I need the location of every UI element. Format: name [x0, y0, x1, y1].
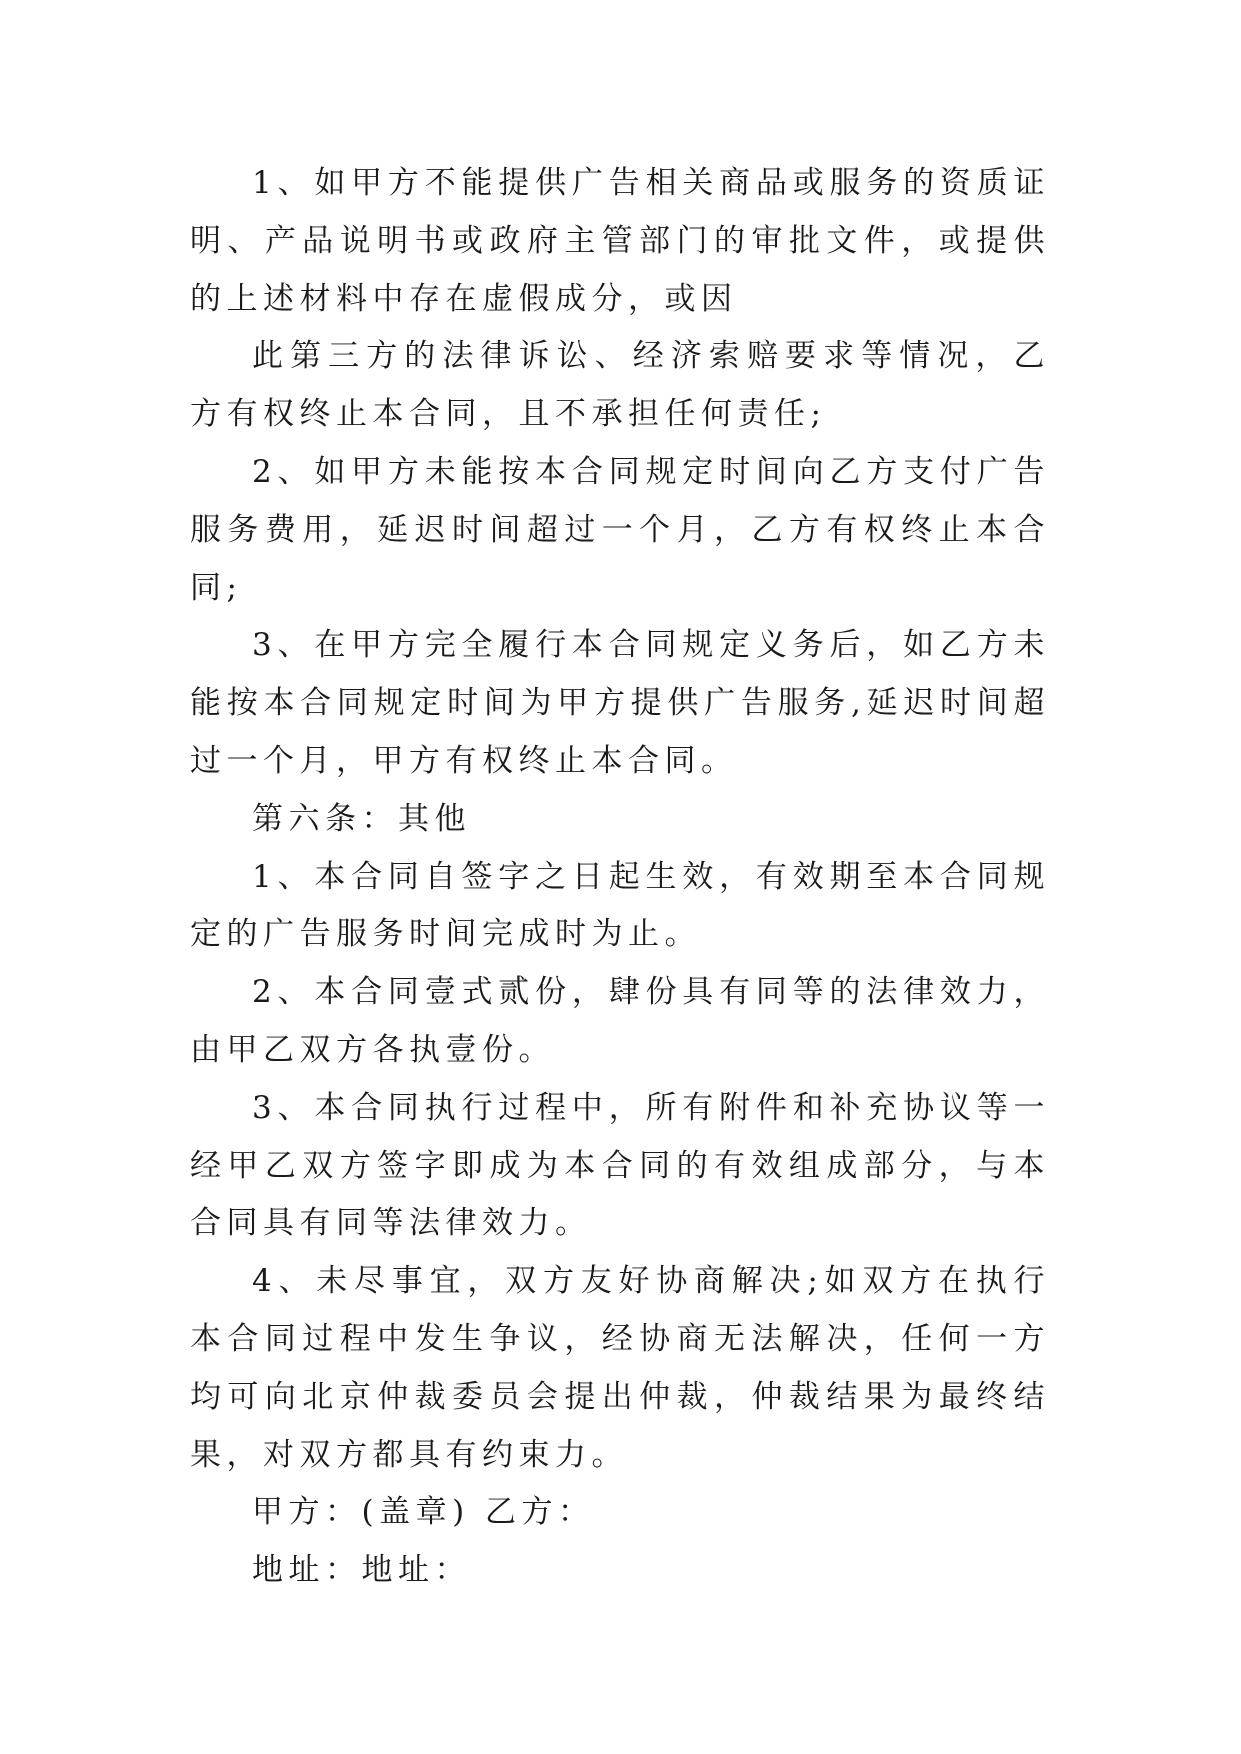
clause-5-3: 3、在甲方完全履行本合同规定义务后，如乙方未能按本合同规定时间为甲方提供广告服务,延迟时间超过一个月，甲方有权终止本合同。 [190, 627, 1050, 779]
clause-6-3: 3、本合同执行过程中，所有附件和补充协议等一经甲乙双方签字即成为本合同的有效组成部分，与本合同具有同等法律效力。 [190, 1089, 1050, 1242]
clause-5-2: 2、如甲方未能按本合同规定时间向乙方支付广告服务费用，延迟时间超过一个月，乙方有权终止本合同; [190, 453, 1050, 606]
address-line: 地址：地址： [252, 1552, 471, 1589]
clause-6-4: 4、未尽事宜，双方友好协商解决;如双方在执行本合同过程中发生争议，经协商无法解决，任何一方均可向北京仲裁委员会提出仲裁，仲裁结果为最终结果，对双方都具有约束力。 [190, 1263, 1050, 1473]
article-6-heading: 第六条：其他 [252, 800, 471, 837]
document-body [190, 155, 1050, 1600]
clause-5-1: 1、如甲方不能提供广告相关商品或服务的资质证明、产品说明书或政府主管部门的审批文件，或提供的上述材料中存在虚假成分，或因 [190, 165, 1050, 317]
clause-6-1: 1、本合同自签字之日起生效，有效期至本合同规定的广告服务时间完成时为止。 [190, 858, 1050, 953]
signature-line: 甲方：(盖章) 乙方： [252, 1494, 595, 1531]
clause-6-2: 2、本合同壹式贰份，肆份具有同等的法律效力，由甲乙双方各执壹份。 [190, 974, 1050, 1068]
clause-5-1-continued: 此第三方的法律诉讼、经济索赔要求等情况，乙方有权终止本合同，且不承担任何责任; [190, 338, 1050, 433]
